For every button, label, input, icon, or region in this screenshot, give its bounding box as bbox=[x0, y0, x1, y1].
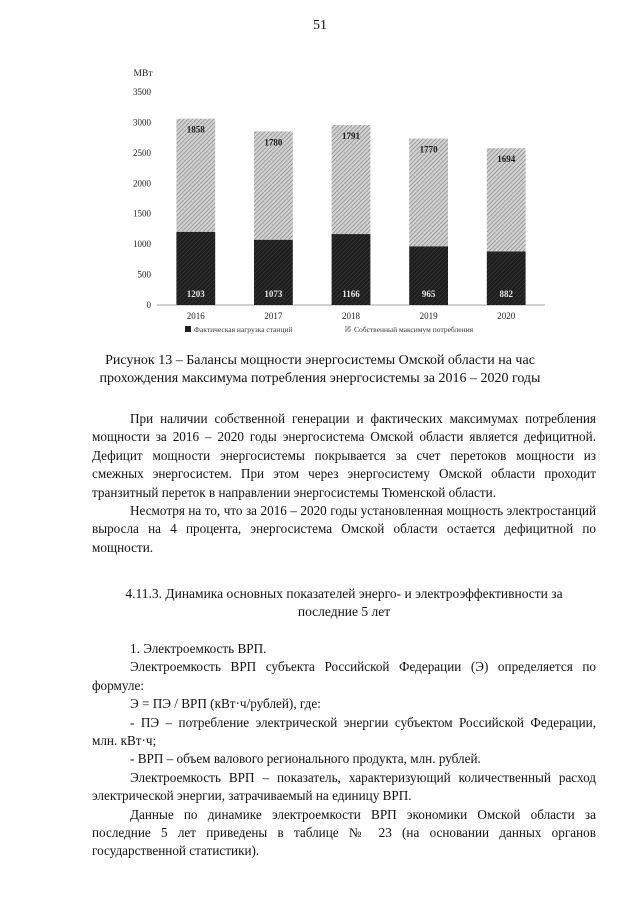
x-tick-label: 2016 bbox=[186, 311, 205, 321]
paragraph-indicator: Электроемкость ВРП – показатель, характеризующий количественный расход электрической энергии, затрачиваемый на единицу ВРП. bbox=[92, 769, 596, 804]
paragraph-definition: Электроемкость ВРП субъекта Российской Федерации (Э) определяется по формуле: bbox=[92, 659, 596, 693]
legend-swatch bbox=[185, 326, 191, 332]
legend-swatch bbox=[345, 326, 351, 332]
formula-line: Э = ПЭ / ВРП (кВт·ч/рублей), где: bbox=[130, 696, 321, 712]
legend-label: Фактическая нагрузка станций bbox=[194, 325, 293, 334]
data-label: 1694 bbox=[497, 154, 516, 165]
y-axis-unit-label: МВт bbox=[133, 69, 153, 79]
y-tick-label: 2500 bbox=[133, 147, 151, 158]
page-number: 51 bbox=[313, 18, 327, 33]
list-heading-electrocapacity: 1. Электроемкость ВРП. bbox=[130, 641, 267, 656]
x-tick-label: 2018 bbox=[342, 311, 360, 321]
data-label: 1858 bbox=[186, 124, 205, 135]
paragraph-deficit: При наличии собственной генерации и фактических максимумах потребления мощности за 2016 – 2020 годы энергосистема Омской области является дефицитной. Дефицит мощности энергосистемы покрывается за счет перетоков мощности из смежных энергосистем. При этом через энергосистему Омской области проходит транзитный переток в направлении энергосистемы Тюменской области. bbox=[92, 411, 596, 500]
data-label: 965 bbox=[421, 289, 436, 299]
stacked-bar-chart bbox=[105, 62, 555, 347]
figure-caption-line-2: прохождения максимума потребления энергосистемы за 2016 – 2020 годы bbox=[99, 371, 541, 386]
figure-caption-line-1: Рисунок 13 – Балансы мощности энергосистемы Омской области на час bbox=[105, 353, 535, 368]
bar-segment-consumption-max bbox=[332, 125, 371, 234]
y-tick-label: 500 bbox=[137, 269, 151, 280]
paragraph-block-generation bbox=[92, 410, 596, 557]
bar-segment-consumption-max bbox=[409, 139, 448, 247]
y-tick-label: 3500 bbox=[133, 87, 151, 97]
x-tick-label: 2019 bbox=[419, 311, 438, 321]
definition-vrp: - ВРП – объем валового регионального продукта, млн. рублей. bbox=[130, 751, 481, 767]
data-label: 1166 bbox=[342, 289, 360, 299]
y-tick-label: 2000 bbox=[133, 178, 151, 189]
data-label: 1203 bbox=[186, 289, 205, 299]
definition-pe: - ПЭ – потребление электрической энергии субъектом Российской Федерации, млн. кВт·ч; bbox=[92, 714, 596, 749]
data-label: 1791 bbox=[342, 131, 360, 142]
y-tick-label: 1000 bbox=[133, 239, 151, 250]
paragraph-capacity-growth: Несмотря на то, что за 2016 – 2020 годы установленная мощность электростанций выросла на 4 процента, энергосистема Омской области остается дефицитной по мощности. bbox=[92, 503, 596, 555]
paragraph-block-electrocapacity bbox=[92, 640, 596, 861]
section-heading bbox=[92, 585, 596, 622]
section-heading-line-2: последние 5 лет bbox=[297, 604, 391, 620]
figure-caption bbox=[90, 352, 550, 388]
bar-segment-consumption-max bbox=[254, 131, 293, 239]
x-tick-label: 2017 bbox=[264, 311, 283, 321]
data-label: 1780 bbox=[264, 137, 283, 148]
data-label: 1073 bbox=[264, 289, 283, 299]
y-tick-label: 1500 bbox=[133, 208, 151, 219]
legend-label: Собственный максимум потребления bbox=[354, 325, 474, 334]
y-tick-label: 3000 bbox=[133, 117, 151, 128]
section-heading-line-1: 4.11.3. Динамика основных показателей энерго- и электроэффективности за bbox=[125, 586, 563, 601]
paragraph-table-reference: Данные по динамике электроемкости ВРП экономики Омской области за последние 5 лет приведены в таблице № 23 (на основании данных органов государственной статистики). bbox=[92, 806, 596, 859]
x-tick-label: 2020 bbox=[497, 311, 516, 321]
bar-segment-consumption-max bbox=[176, 119, 215, 232]
data-label: 1770 bbox=[419, 144, 438, 155]
data-label: 882 bbox=[499, 289, 513, 299]
y-tick-label: 0 bbox=[146, 300, 151, 310]
